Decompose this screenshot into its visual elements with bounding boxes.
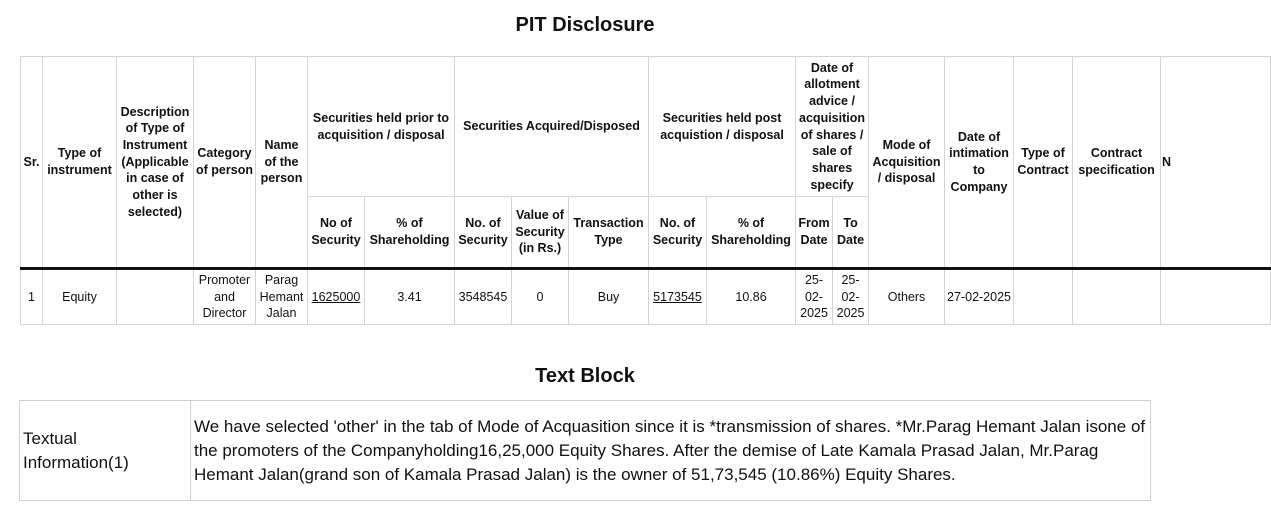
header-cut-off: N	[1161, 57, 1271, 269]
cell-mode: Others	[869, 269, 945, 325]
header-date-allotment: Date of allotment advice / acquisition of shares / sale of shares specify	[796, 57, 869, 197]
cell-contract-spec	[1073, 269, 1161, 325]
cell-from-date: 25-02-2025	[796, 269, 833, 325]
cell-post-pct: 10.86	[707, 269, 796, 325]
header-description: Description of Type of Instrument (Applicable in case of other is selected)	[117, 57, 194, 269]
header-mode: Mode of Acquisition / disposal	[869, 57, 945, 269]
cell-name: Parag Hemant Jalan	[256, 269, 308, 325]
pit-disclosure-table	[20, 56, 1271, 325]
cell-date-intimation: 27-02-2025	[945, 269, 1014, 325]
header-held-post: Securities held post acquistion / disposal	[649, 57, 796, 197]
cell-type-contract	[1014, 269, 1073, 325]
cell-acq-txn: Buy	[569, 269, 649, 325]
cell-description	[117, 269, 194, 325]
post-no-value: 5173545	[653, 289, 702, 304]
header-name: Name of the person	[256, 57, 308, 269]
header-prior-no: No of Security	[308, 197, 365, 269]
header-acq-no: No. of Security	[455, 197, 512, 269]
header-type-of-instrument: Type of instrument	[43, 57, 117, 269]
cell-prior-no	[308, 269, 365, 325]
header-from-date: From Date	[796, 197, 833, 269]
cell-sr: 1	[21, 269, 43, 325]
textual-information-label: Textual Information(1)	[20, 401, 191, 501]
cell-acq-value: 0	[512, 269, 569, 325]
cell-type-of-instrument: Equity	[43, 269, 117, 325]
pit-disclosure-title: PIT Disclosure	[515, 14, 655, 36]
header-date-intimation: Date of intimation to Company	[945, 57, 1014, 269]
cell-cut-off	[1161, 269, 1271, 325]
header-acq-value: Value of Security (in Rs.)	[512, 197, 569, 269]
cell-prior-pct: 3.41	[365, 269, 455, 325]
header-category: Category of person	[194, 57, 256, 269]
text-block-title: Text Block	[535, 365, 635, 387]
header-contract-spec: Contract specification	[1073, 57, 1161, 269]
text-block-table	[19, 400, 1151, 501]
cell-acq-no: 3548545	[455, 269, 512, 325]
header-sr: Sr.	[21, 57, 43, 269]
header-type-contract: Type of Contract	[1014, 57, 1073, 269]
prior-no-value: 1625000	[311, 289, 361, 304]
header-acq-txn: Transaction Type	[569, 197, 649, 269]
cell-to-date: 25-02-2025	[833, 269, 869, 325]
header-acquired-disposed: Securities Acquired/Disposed	[455, 57, 649, 197]
textual-information-content: We have selected 'other' in the tab of Mode of Acquasition since it is *transmission of shares. *Mr.Parag Hemant Jalan isone of the promoters of the Companyholding16,25,000 Equity Shares. After the demise of Late Kamala Prasad Jalan, Mr.Parag Hemant Jalan(grand son of Kamala Prasad Jalan) is the owner of 51,73,545 (10.86%) Equity Shares.	[191, 401, 1151, 501]
cell-category: Promoter and Director	[194, 269, 256, 325]
header-held-prior: Securities held prior to acquisition / disposal	[308, 57, 455, 197]
cell-post-no	[649, 269, 707, 325]
header-post-no: No. of Security	[649, 197, 707, 269]
header-post-pct: % of Shareholding	[707, 197, 796, 269]
header-prior-pct: % of Shareholding	[365, 197, 455, 269]
header-to-date: To Date	[833, 197, 869, 269]
table-row	[21, 269, 1271, 325]
